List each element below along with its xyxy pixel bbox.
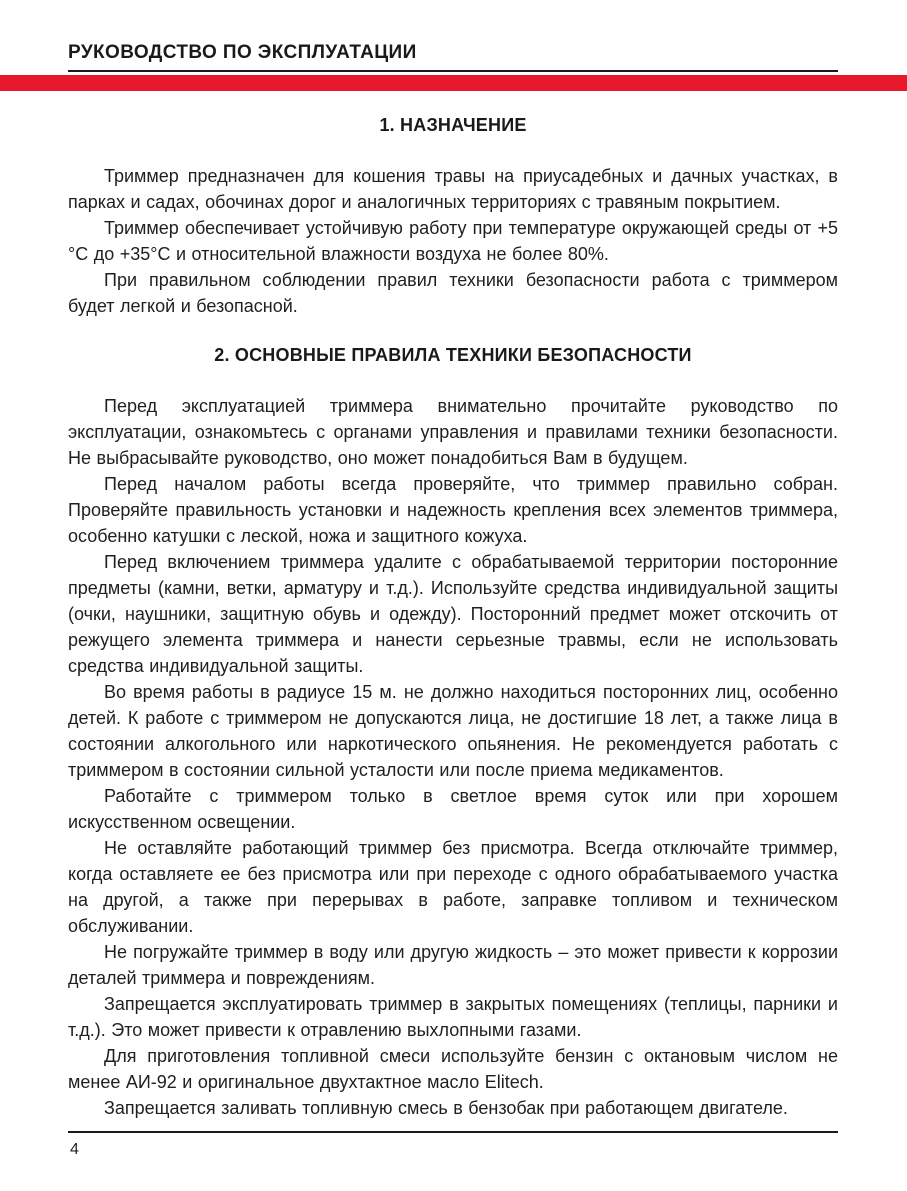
paragraph: Не оставляйте работающий триммер без присмотра. Всегда отключайте триммер, когда оставляете ее без присмотра или при переходе с одного обрабатываемого участка на другой, а также при перерывах в работе, заправке топливом и техническом обслуживании. [68,838,838,936]
header-accent-bar [0,75,907,91]
footer-rule [68,1131,838,1133]
page-number: 4 [70,1141,79,1158]
paragraph: Не погружайте триммер в воду или другую жидкость – это может привести к коррозии деталей триммера и повреждениям. [68,942,838,988]
paragraph: Триммер предназначен для кошения травы на приусадебных и дачных участках, в парках и садах, обочинах дорог и аналогичных территориях с травяным покрытием. [68,166,838,212]
paragraph: Запрещается эксплуатировать триммер в закрытых помещениях (теплицы, парники и т.д.). Это может привести к отравлению выхлопными газами. [68,994,838,1040]
paragraph: При правильном соблюдении правил техники безопасности работа с триммером будет легкой и безопасной. [68,270,838,316]
paragraph: Запрещается заливать топливную смесь в бензобак при работающем двигателе. [104,1098,788,1118]
page-header [0,0,907,91]
section-title-safety-rules: 2. ОСНОВНЫЕ ПРАВИЛА ТЕХНИКИ БЕЗОПАСНОСТИ [214,345,692,365]
header-rule [68,70,838,72]
manual-content [0,115,907,1121]
page-header-inner [0,42,907,72]
paragraph: Работайте с триммером только в светлое время суток или при хорошем искусственном освещении. [68,786,838,832]
paragraph: Перед началом работы всегда проверяйте, что триммер правильно собран. Проверяйте правильность установки и надежность крепления всех элементов триммера, особенно катушки с леской, ножа и защитного кожуха. [68,474,838,546]
manual-header-title: РУКОВОДСТВО ПО ЭКСПЛУАТАЦИИ [68,42,417,63]
section-title-purpose: 1. НАЗНАЧЕНИЕ [379,115,527,135]
paragraph: Во время работы в радиусе 15 м. не должно находиться посторонних лиц, особенно детей. К работе с триммером не допускаются лица, не достигшие 18 лет, а также лица в состоянии алкогольного или наркотического опьянения. Не рекомендуется работать с триммером в состоянии сильной усталости или после приема медикаментов. [68,682,838,780]
paragraph: Перед эксплуатацией триммера внимательно прочитайте руководство по эксплуатации, ознакомьтесь с органами управления и правилами техники безопасности. Не выбрасывайте руководство, оно может понадобиться Вам в будущем. [68,396,838,468]
paragraph: Для приготовления топливной смеси используйте бензин с октановым числом не менее АИ-92 и оригинальное двухтактное масло Elitech. [68,1046,838,1092]
paragraph: Триммер обеспечивает устойчивую работу при температуре окружающей среды от +5 °С до +35°С и относительной влажности воздуха не более 80%. [68,218,838,264]
page-footer [68,1131,838,1159]
paragraph: Перед включением триммера удалите с обрабатываемой территории посторонние предметы (камни, ветки, арматуру и т.д.). Используйте средства индивидуальной защиты (очки, наушники, защитную обувь и одежду). Посторонний предмет может отскочить от режущего элемента триммера и нанести серьезные травмы, если не использовать средства индивидуальной защиты. [68,552,838,676]
